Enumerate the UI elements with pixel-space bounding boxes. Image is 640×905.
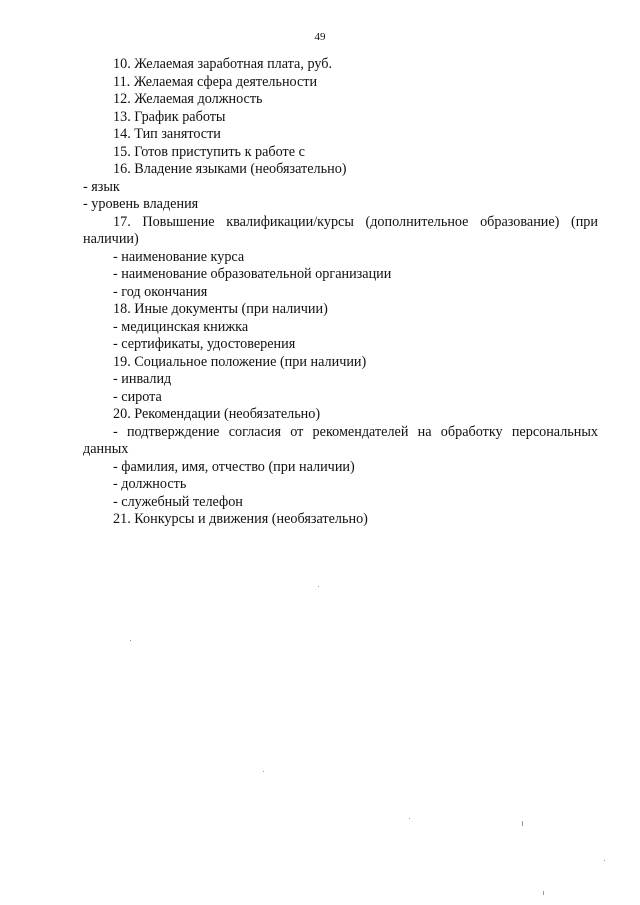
- scan-speck: [130, 640, 131, 641]
- sub-item-medical-book: - медицинская книжка: [113, 318, 249, 335]
- sub-item-institution-name: - наименование образовательной организации: [113, 266, 392, 282]
- list-item-17-line-2: наличии): [83, 231, 139, 247]
- document-body: [83, 56, 598, 529]
- scan-speck: [522, 821, 523, 826]
- scan-speck: [263, 771, 264, 772]
- list-item-13: 13. График работы: [113, 108, 226, 125]
- list-item-14: 14. Тип занятости: [113, 126, 221, 142]
- sub-item-consent-line-1: - подтверждение согласия от рекомендателей на обработку персональных: [113, 423, 598, 440]
- list-item-18: 18. Иные документы (при наличии): [113, 301, 328, 317]
- sub-item-position: - должность: [113, 476, 187, 492]
- list-item-17-line-1: 17. Повышение квалификации/курсы (дополнительное образование) (при: [113, 213, 598, 230]
- scan-speck: [543, 891, 544, 895]
- list-item-16: 16. Владение языками (необязательно): [113, 161, 347, 177]
- sub-item-orphan: - сирота: [113, 388, 162, 405]
- sub-item-disabled: - инвалид: [113, 371, 172, 387]
- list-item-15: 15. Готов приступить к работе с: [113, 143, 305, 160]
- list-item-11: 11. Желаемая сфера деятельности: [113, 73, 318, 90]
- sub-item-course-name: - наименование курса: [113, 248, 245, 265]
- list-item-20: 20. Рекомендации (необязательно): [113, 406, 321, 422]
- list-item-19: 19. Социальное положение (при наличии): [113, 353, 367, 370]
- scan-speck: [604, 860, 605, 861]
- sub-item-language-level: - уровень владения: [83, 196, 199, 212]
- list-item-17: [83, 214, 598, 249]
- sub-item-consent-line-2: данных: [83, 441, 129, 457]
- sub-item-language: - язык: [83, 178, 120, 195]
- sub-item-full-name: - фамилия, имя, отчество (при наличии): [113, 458, 355, 475]
- scan-speck: [409, 818, 410, 819]
- sub-item-graduation-year: - год окончания: [113, 283, 208, 300]
- list-item-21: 21. Конкурсы и движения (необязательно): [113, 511, 368, 527]
- list-item-12: 12. Желаемая должность: [113, 91, 263, 107]
- list-item-10: 10. Желаемая заработная плата, руб.: [113, 56, 333, 72]
- sub-item-consent: [83, 424, 598, 459]
- sub-item-work-phone: - служебный телефон: [113, 493, 243, 510]
- sub-item-certificates: - сертификаты, удостоверения: [113, 336, 296, 352]
- scan-speck: [318, 586, 319, 587]
- page-number: 49: [314, 31, 326, 43]
